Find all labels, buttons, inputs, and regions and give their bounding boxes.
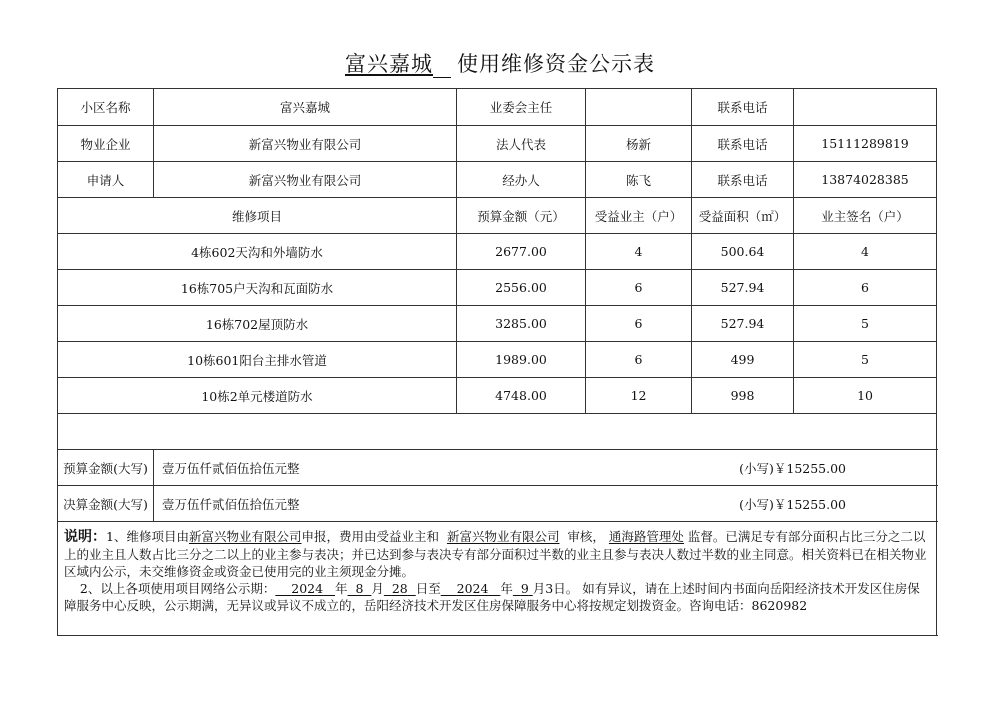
note-year1: 2024 bbox=[291, 581, 324, 596]
note-text: 申报，费用由受益业主和 bbox=[301, 529, 439, 544]
chair-phone-value bbox=[794, 89, 937, 126]
note-office: 通海路管理处 bbox=[608, 529, 684, 544]
applicant-value: 新富兴物业有限公司 bbox=[154, 162, 457, 198]
table-row bbox=[58, 234, 937, 270]
note-day1: 28 bbox=[391, 581, 408, 596]
final-total-figures: (小写)￥15255.00 bbox=[739, 496, 847, 512]
chair-phone-label: 联系电话 bbox=[692, 89, 794, 126]
note-month2: 9 bbox=[520, 581, 529, 596]
handler-phone-label: 联系电话 bbox=[692, 162, 794, 198]
title-blank bbox=[433, 59, 451, 78]
row-budget: 3285.00 bbox=[457, 306, 586, 342]
row-signed: 5 bbox=[794, 306, 937, 342]
row-budget: 1989.00 bbox=[457, 342, 586, 378]
page-title bbox=[0, 48, 1000, 78]
note-text: 2、以上各项使用项目网络公示期： bbox=[79, 581, 276, 596]
title-community: 富兴嘉城 bbox=[345, 52, 433, 76]
note-company: 新富兴物业有限公司 bbox=[188, 529, 302, 544]
legal-phone-label: 联系电话 bbox=[692, 126, 794, 162]
row-item: 16栋702屋顶防水 bbox=[58, 306, 457, 342]
row-owners: 12 bbox=[586, 378, 692, 414]
final-total-row bbox=[58, 486, 937, 522]
col-area: 受益面积（㎡） bbox=[692, 198, 794, 234]
note-cell bbox=[58, 522, 937, 636]
note-row bbox=[58, 522, 937, 636]
row-owners: 6 bbox=[586, 342, 692, 378]
row-owners: 4 bbox=[586, 234, 692, 270]
legal-phone-value: 15111289819 bbox=[794, 126, 937, 162]
row-budget: 4748.00 bbox=[457, 378, 586, 414]
note-text: 审核， bbox=[567, 529, 605, 544]
row-owners: 6 bbox=[586, 306, 692, 342]
company-value: 新富兴物业有限公司 bbox=[154, 126, 457, 162]
budget-total-row bbox=[58, 450, 937, 486]
row-signed: 5 bbox=[794, 342, 937, 378]
row-area: 499 bbox=[692, 342, 794, 378]
empty-cell bbox=[58, 414, 937, 450]
table-row bbox=[58, 342, 937, 378]
company-label: 物业企业 bbox=[58, 126, 154, 162]
note-month1: 8 bbox=[355, 581, 364, 596]
budget-total-words: 壹万伍仟贰佰伍拾伍元整 bbox=[162, 460, 300, 476]
final-total-words: 壹万伍仟贰佰伍拾伍元整 bbox=[162, 496, 300, 512]
row-owners: 6 bbox=[586, 270, 692, 306]
community-label: 小区名称 bbox=[58, 89, 154, 126]
table-row bbox=[58, 306, 937, 342]
note-text: 监督。已满足专有部分面积占比三分之二以上的业主且人数占比三分之二以上的业主参与表决；并已达到参与表决专有部分面积过半数的业主且参与表决人数过半数的业主同意。相关资料已在相关物业区域内公示，未交维修资金或资金已使用完的业主须现金分摊。 bbox=[64, 529, 927, 579]
row-area: 998 bbox=[692, 378, 794, 414]
legal-label: 法人代表 bbox=[457, 126, 586, 162]
table-row bbox=[58, 270, 937, 306]
note-company2: 新富兴物业有限公司 bbox=[446, 529, 560, 544]
note-text: 年 bbox=[500, 581, 513, 596]
row-area: 527.94 bbox=[692, 306, 794, 342]
empty-row bbox=[58, 414, 937, 450]
row-signed: 6 bbox=[794, 270, 937, 306]
handler-value: 陈飞 bbox=[586, 162, 692, 198]
handler-label: 经办人 bbox=[457, 162, 586, 198]
note-text: 如有异议，请在上述时间内书面向岳阳经济技术开发区住房保障服务中心反映，公示期满，无异议或异议不成立的，岳阳经济技术开发区住房保障服务中心将按规定划拨资金。咨询电话：8620982 bbox=[64, 581, 920, 613]
info-row-community bbox=[58, 89, 937, 126]
legal-value: 杨新 bbox=[586, 126, 692, 162]
row-item: 16栋705户天沟和瓦面防水 bbox=[58, 270, 457, 306]
info-row-applicant bbox=[58, 162, 937, 198]
final-total-label: 决算金额(大写) bbox=[58, 486, 154, 522]
row-item: 4栋602天沟和外墙防水 bbox=[58, 234, 457, 270]
note-year2: 2024 bbox=[456, 581, 489, 596]
col-owners: 受益业主（户） bbox=[586, 198, 692, 234]
table-row bbox=[58, 378, 937, 414]
row-area: 527.94 bbox=[692, 270, 794, 306]
budget-total-cell bbox=[154, 450, 937, 486]
handler-phone-value: 13874028385 bbox=[794, 162, 937, 198]
applicant-label: 申请人 bbox=[58, 162, 154, 198]
row-item: 10栋601阳台主排水管道 bbox=[58, 342, 457, 378]
col-item: 维修项目 bbox=[58, 198, 457, 234]
budget-total-figures: (小写)￥15255.00 bbox=[739, 460, 847, 476]
note-text: 月3日。 bbox=[532, 581, 579, 596]
fund-table bbox=[57, 88, 937, 636]
note-heading: 说明： bbox=[64, 529, 106, 545]
note-text: 年 bbox=[335, 581, 348, 596]
col-signed: 业主签名（户） bbox=[794, 198, 937, 234]
row-area: 500.64 bbox=[692, 234, 794, 270]
row-budget: 2556.00 bbox=[457, 270, 586, 306]
budget-total-label: 预算金额(大写) bbox=[58, 450, 154, 486]
col-budget: 预算金额（元） bbox=[457, 198, 586, 234]
row-item: 10栋2单元楼道防水 bbox=[58, 378, 457, 414]
row-signed: 10 bbox=[794, 378, 937, 414]
title-suffix: 使用维修资金公示表 bbox=[457, 52, 655, 76]
final-total-cell bbox=[154, 486, 937, 522]
chair-label: 业委会主任 bbox=[457, 89, 586, 126]
community-value: 富兴嘉城 bbox=[154, 89, 457, 126]
column-header-row bbox=[58, 198, 937, 234]
note-text: 1、维修项目由 bbox=[106, 529, 189, 544]
row-budget: 2677.00 bbox=[457, 234, 586, 270]
note-text: 日至 bbox=[415, 581, 441, 596]
info-row-company bbox=[58, 126, 937, 162]
row-signed: 4 bbox=[794, 234, 937, 270]
chair-value bbox=[586, 89, 692, 126]
note-text: 月 bbox=[371, 581, 384, 596]
